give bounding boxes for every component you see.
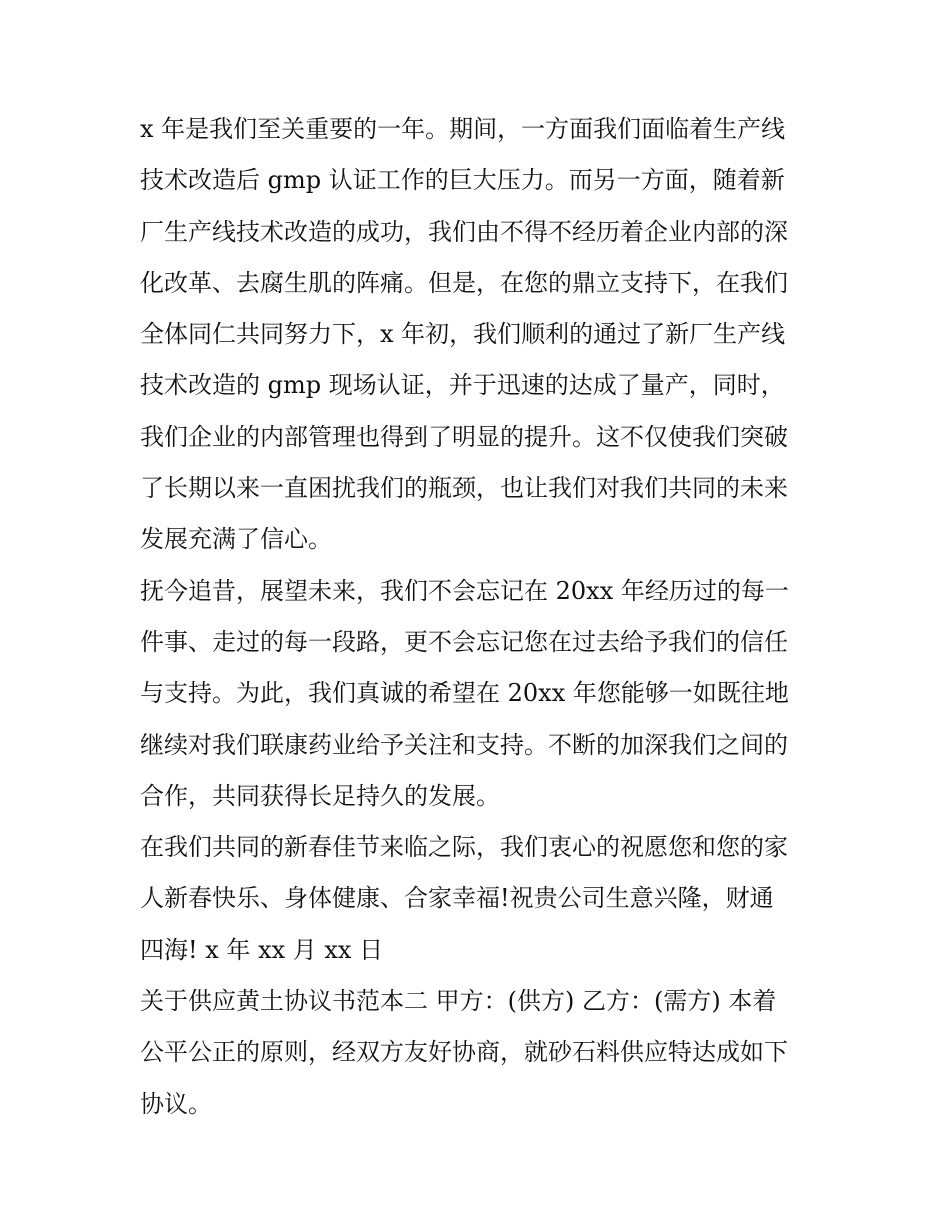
text-line: 厂生产线技术改造的成功，我们由不得不经历着企业内部的深 bbox=[140, 217, 788, 246]
text-line: 全体同仁共同努力下，x 年初，我们顺利的通过了新厂生产线 bbox=[140, 320, 786, 349]
text-line: 件事、走过的每一段路，更不会忘记您在过去给予我们的信任 bbox=[140, 627, 788, 656]
text-line: 我们企业的内部管理也得到了明显的提升。这不仅使我们突破 bbox=[140, 422, 788, 451]
text-line: 发展充满了信心。 bbox=[140, 525, 332, 554]
text-line: 在我们共同的新春佳节来临之际，我们衷心的祝愿您和您的家 bbox=[140, 833, 788, 862]
text-line: 与支持。为此，我们真诚的希望在 20xx 年您能够一如既往地 bbox=[140, 679, 789, 708]
text-line: 了长期以来一直困扰我们的瓶颈，也让我们对我们共同的未来 bbox=[140, 474, 788, 503]
text-line: 抚今追昔，展望未来，我们不会忘记在 20xx 年经历过的每一 bbox=[140, 576, 789, 605]
text-line: 化改革、去腐生肌的阵痛。但是，在您的鼎立支持下，在我们 bbox=[140, 268, 788, 297]
text-line: 技术改造的 gmp 现场认证，并于迅速的达成了量产，同时， bbox=[140, 371, 785, 400]
text-line: 公平公正的原则，经双方友好协商，就砂石料供应特达成如下 bbox=[140, 1038, 788, 1067]
text-line: 技术改造后 gmp 认证工作的巨大压力。而另一方面，随着新 bbox=[140, 166, 785, 195]
text-line: x 年是我们至关重要的一年。期间，一方面我们面临着生产线 bbox=[140, 115, 786, 143]
text-line: 继续对我们联康药业给予关注和支持。不断的加深我们之间的 bbox=[140, 730, 788, 759]
document-body bbox=[140, 104, 820, 1130]
text-line: 四海! x 年 xx 月 xx 日 bbox=[140, 935, 384, 964]
text-line: 协议。 bbox=[140, 1089, 212, 1118]
text-line: 人新春快乐、身体健康、合家幸福!祝贵公司生意兴隆，财通 bbox=[140, 884, 774, 913]
text-line: 关于供应黄土协议书范本二 甲方：(供方) 乙方：(需方) 本着 bbox=[140, 987, 777, 1016]
text-line: 合作，共同获得长足持久的发展。 bbox=[140, 781, 500, 810]
